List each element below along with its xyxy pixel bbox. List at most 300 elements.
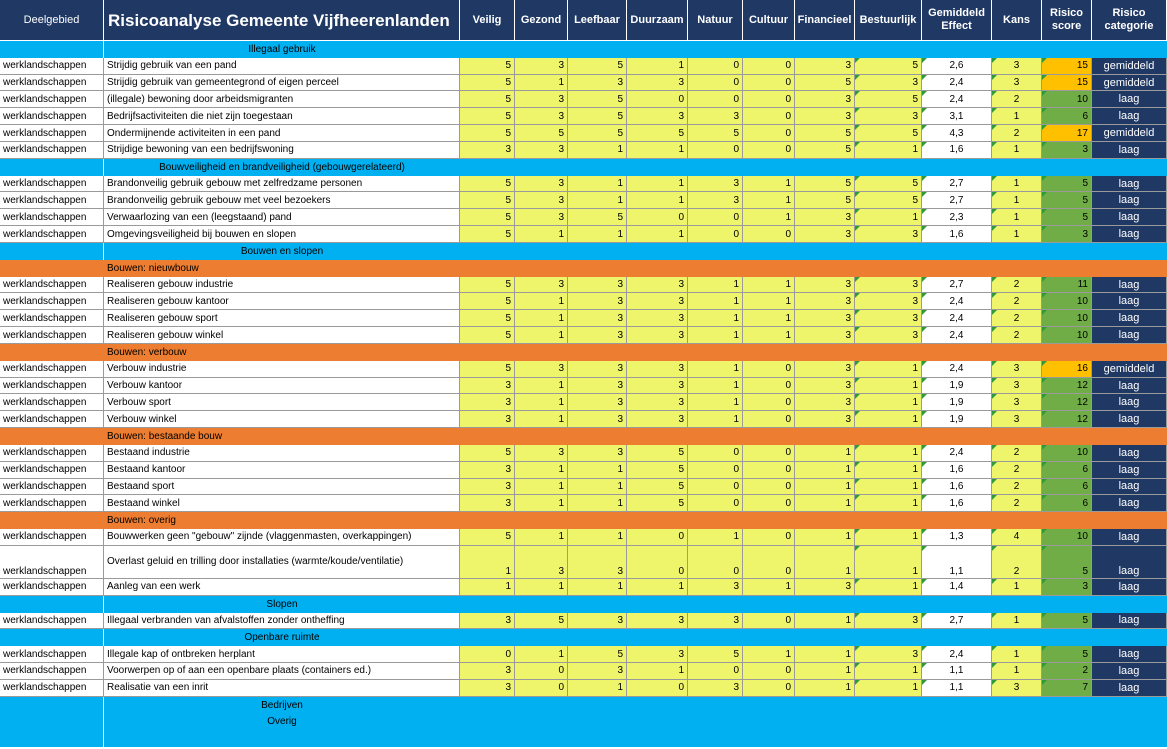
deelgebied-cell[interactable]: werklandschappen xyxy=(0,209,104,226)
natuur-cell[interactable]: 5 xyxy=(688,125,743,142)
bestuurlijk-cell[interactable]: 1 xyxy=(855,546,922,579)
veilig-cell[interactable]: 5 xyxy=(460,277,515,294)
risico-score-cell[interactable]: 5 xyxy=(1042,546,1092,579)
financieel-cell[interactable]: 5 xyxy=(795,75,855,92)
cultuur-cell[interactable]: 0 xyxy=(743,445,795,462)
gezond-cell[interactable]: 1 xyxy=(515,479,568,496)
gemiddeld-effect-cell[interactable]: 1,3 xyxy=(922,529,992,546)
kans-cell[interactable]: 1 xyxy=(992,613,1042,630)
leefbaar-cell[interactable]: 1 xyxy=(568,479,627,496)
gezond-cell[interactable]: 0 xyxy=(515,663,568,680)
risico-categorie-cell[interactable]: gemiddeld xyxy=(1092,58,1167,75)
gezond-cell[interactable]: 1 xyxy=(515,293,568,310)
duurzaam-cell[interactable]: 3 xyxy=(627,293,688,310)
activity-cell[interactable]: Bestaand industrie xyxy=(104,445,460,462)
risico-score-cell[interactable]: 5 xyxy=(1042,209,1092,226)
bestuurlijk-cell[interactable]: 1 xyxy=(855,411,922,428)
leefbaar-cell[interactable]: 3 xyxy=(568,310,627,327)
leefbaar-cell[interactable]: 3 xyxy=(568,613,627,630)
gezond-cell[interactable]: 1 xyxy=(515,394,568,411)
bestuurlijk-cell[interactable]: 1 xyxy=(855,495,922,512)
leefbaar-cell[interactable]: 3 xyxy=(568,394,627,411)
kans-cell[interactable]: 2 xyxy=(992,277,1042,294)
veilig-cell[interactable]: 5 xyxy=(460,327,515,344)
gezond-cell[interactable]: 1 xyxy=(515,378,568,395)
gemiddeld-effect-cell[interactable]: 2,4 xyxy=(922,293,992,310)
risico-score-cell[interactable]: 16 xyxy=(1042,361,1092,378)
leefbaar-cell[interactable]: 3 xyxy=(568,546,627,579)
leefbaar-cell[interactable]: 5 xyxy=(568,91,627,108)
cultuur-cell[interactable]: 1 xyxy=(743,209,795,226)
financieel-cell[interactable]: 1 xyxy=(795,479,855,496)
section-label[interactable] xyxy=(104,730,460,747)
bestuurlijk-cell[interactable]: 1 xyxy=(855,361,922,378)
bestuurlijk-cell[interactable]: 1 xyxy=(855,394,922,411)
veilig-cell[interactable]: 3 xyxy=(460,378,515,395)
veilig-cell[interactable]: 3 xyxy=(460,663,515,680)
deelgebied-cell[interactable]: werklandschappen xyxy=(0,579,104,596)
duurzaam-cell[interactable]: 5 xyxy=(627,495,688,512)
gemiddeld-effect-cell[interactable]: 1,9 xyxy=(922,394,992,411)
leefbaar-cell[interactable]: 3 xyxy=(568,411,627,428)
activity-cell[interactable]: Bestaand sport xyxy=(104,479,460,496)
financieel-cell[interactable]: 1 xyxy=(795,680,855,697)
bestuurlijk-cell[interactable]: 1 xyxy=(855,378,922,395)
risico-score-cell[interactable]: 10 xyxy=(1042,310,1092,327)
risico-score-cell[interactable]: 3 xyxy=(1042,226,1092,243)
bestuurlijk-cell[interactable]: 3 xyxy=(855,293,922,310)
bestuurlijk-cell[interactable]: 1 xyxy=(855,579,922,596)
activity-cell[interactable]: Bestaand kantoor xyxy=(104,462,460,479)
bestuurlijk-cell[interactable]: 1 xyxy=(855,142,922,159)
kans-cell[interactable]: 1 xyxy=(992,142,1042,159)
gezond-cell[interactable]: 1 xyxy=(515,327,568,344)
duurzaam-cell[interactable]: 1 xyxy=(627,192,688,209)
kans-cell[interactable]: 2 xyxy=(992,310,1042,327)
financieel-cell[interactable]: 1 xyxy=(795,462,855,479)
kans-cell[interactable]: 3 xyxy=(992,378,1042,395)
financieel-cell[interactable]: 3 xyxy=(795,108,855,125)
veilig-cell[interactable]: 5 xyxy=(460,176,515,193)
activity-cell[interactable]: Realiseren gebouw industrie xyxy=(104,277,460,294)
risico-categorie-cell[interactable]: laag xyxy=(1092,411,1167,428)
natuur-cell[interactable]: 1 xyxy=(688,277,743,294)
veilig-cell[interactable]: 1 xyxy=(460,579,515,596)
financieel-cell[interactable]: 3 xyxy=(795,361,855,378)
deelgebied-cell[interactable]: werklandschappen xyxy=(0,646,104,663)
bestuurlijk-cell[interactable]: 3 xyxy=(855,226,922,243)
cultuur-cell[interactable]: 0 xyxy=(743,378,795,395)
risico-score-cell[interactable]: 10 xyxy=(1042,529,1092,546)
financieel-cell[interactable]: 3 xyxy=(795,91,855,108)
veilig-cell[interactable]: 3 xyxy=(460,462,515,479)
activity-cell[interactable]: Realisatie van een inrit xyxy=(104,680,460,697)
cultuur-cell[interactable]: 0 xyxy=(743,226,795,243)
risico-categorie-cell[interactable]: laag xyxy=(1092,310,1167,327)
natuur-cell[interactable]: 0 xyxy=(688,58,743,75)
gemiddeld-effect-cell[interactable]: 2,4 xyxy=(922,310,992,327)
natuur-cell[interactable]: 3 xyxy=(688,108,743,125)
bestuurlijk-cell[interactable]: 1 xyxy=(855,445,922,462)
gemiddeld-effect-cell[interactable]: 2,4 xyxy=(922,91,992,108)
financieel-cell[interactable]: 3 xyxy=(795,327,855,344)
leefbaar-cell[interactable]: 5 xyxy=(568,125,627,142)
kans-cell[interactable]: 1 xyxy=(992,108,1042,125)
deelgebied-cell[interactable]: werklandschappen xyxy=(0,108,104,125)
natuur-cell[interactable]: 3 xyxy=(688,680,743,697)
bestuurlijk-cell[interactable]: 1 xyxy=(855,462,922,479)
financieel-cell[interactable]: 3 xyxy=(795,411,855,428)
kans-cell[interactable]: 1 xyxy=(992,209,1042,226)
natuur-cell[interactable]: 3 xyxy=(688,579,743,596)
gezond-cell[interactable]: 3 xyxy=(515,91,568,108)
deelgebied-cell[interactable]: werklandschappen xyxy=(0,529,104,546)
risico-categorie-cell[interactable]: laag xyxy=(1092,192,1167,209)
cultuur-cell[interactable]: 0 xyxy=(743,479,795,496)
deelgebied-cell[interactable]: werklandschappen xyxy=(0,327,104,344)
bestuurlijk-cell[interactable]: 1 xyxy=(855,663,922,680)
gezond-cell[interactable]: 1 xyxy=(515,310,568,327)
cultuur-cell[interactable]: 0 xyxy=(743,663,795,680)
duurzaam-cell[interactable]: 0 xyxy=(627,209,688,226)
kans-cell[interactable]: 2 xyxy=(992,479,1042,496)
risico-score-cell[interactable]: 5 xyxy=(1042,646,1092,663)
risico-categorie-cell[interactable]: laag xyxy=(1092,327,1167,344)
cultuur-cell[interactable]: 0 xyxy=(743,462,795,479)
cultuur-cell[interactable]: 0 xyxy=(743,361,795,378)
gezond-cell[interactable]: 3 xyxy=(515,58,568,75)
gezond-cell[interactable]: 5 xyxy=(515,125,568,142)
duurzaam-cell[interactable]: 0 xyxy=(627,91,688,108)
kans-cell[interactable]: 2 xyxy=(992,445,1042,462)
column-header-risico-score[interactable]: Risico score xyxy=(1042,0,1092,40)
gemiddeld-effect-cell[interactable]: 2,7 xyxy=(922,192,992,209)
kans-cell[interactable]: 1 xyxy=(992,226,1042,243)
veilig-cell[interactable]: 5 xyxy=(460,310,515,327)
duurzaam-cell[interactable]: 3 xyxy=(627,108,688,125)
kans-cell[interactable]: 3 xyxy=(992,411,1042,428)
column-header-financieel[interactable]: Financieel xyxy=(795,0,855,40)
kans-cell[interactable]: 2 xyxy=(992,91,1042,108)
veilig-cell[interactable]: 5 xyxy=(460,529,515,546)
bestuurlijk-cell[interactable]: 1 xyxy=(855,529,922,546)
gezond-cell[interactable]: 1 xyxy=(515,75,568,92)
bestuurlijk-cell[interactable]: 3 xyxy=(855,108,922,125)
gezond-cell[interactable]: 1 xyxy=(515,226,568,243)
cultuur-cell[interactable]: 0 xyxy=(743,108,795,125)
duurzaam-cell[interactable]: 0 xyxy=(627,529,688,546)
risico-categorie-cell[interactable]: laag xyxy=(1092,209,1167,226)
section-label[interactable]: Bouwen: nieuwbouw xyxy=(107,262,199,274)
bestuurlijk-cell[interactable]: 5 xyxy=(855,125,922,142)
kans-cell[interactable]: 3 xyxy=(992,58,1042,75)
risico-score-cell[interactable]: 12 xyxy=(1042,378,1092,395)
kans-cell[interactable]: 2 xyxy=(992,293,1042,310)
gezond-cell[interactable]: 3 xyxy=(515,108,568,125)
column-header-deelgebied[interactable]: Deelgebied xyxy=(0,0,104,40)
cultuur-cell[interactable]: 0 xyxy=(743,411,795,428)
deelgebied-cell[interactable]: werklandschappen xyxy=(0,75,104,92)
financieel-cell[interactable]: 3 xyxy=(795,277,855,294)
deelgebied-cell[interactable]: werklandschappen xyxy=(0,378,104,395)
leefbaar-cell[interactable]: 1 xyxy=(568,462,627,479)
gemiddeld-effect-cell[interactable]: 2,4 xyxy=(922,75,992,92)
bestuurlijk-cell[interactable]: 5 xyxy=(855,176,922,193)
natuur-cell[interactable]: 0 xyxy=(688,209,743,226)
risico-categorie-cell[interactable]: gemiddeld xyxy=(1092,361,1167,378)
gezond-cell[interactable]: 5 xyxy=(515,613,568,630)
gemiddeld-effect-cell[interactable]: 2,7 xyxy=(922,613,992,630)
activity-cell[interactable]: Illegaal verbranden van afvalstoffen zonder ontheffing xyxy=(104,613,460,630)
gemiddeld-effect-cell[interactable]: 2,7 xyxy=(922,176,992,193)
gezond-cell[interactable]: 3 xyxy=(515,445,568,462)
kans-cell[interactable]: 1 xyxy=(992,579,1042,596)
financieel-cell[interactable]: 1 xyxy=(795,663,855,680)
kans-cell[interactable]: 3 xyxy=(992,75,1042,92)
natuur-cell[interactable]: 0 xyxy=(688,663,743,680)
kans-cell[interactable]: 3 xyxy=(992,394,1042,411)
financieel-cell[interactable]: 1 xyxy=(795,613,855,630)
veilig-cell[interactable]: 3 xyxy=(460,142,515,159)
risico-score-cell[interactable]: 5 xyxy=(1042,613,1092,630)
natuur-cell[interactable]: 3 xyxy=(688,613,743,630)
risico-score-cell[interactable]: 11 xyxy=(1042,277,1092,294)
kans-cell[interactable]: 3 xyxy=(992,680,1042,697)
cultuur-cell[interactable]: 1 xyxy=(743,192,795,209)
cultuur-cell[interactable]: 0 xyxy=(743,495,795,512)
cultuur-cell[interactable]: 0 xyxy=(743,613,795,630)
deelgebied-cell[interactable]: werklandschappen xyxy=(0,361,104,378)
bestuurlijk-cell[interactable]: 3 xyxy=(855,277,922,294)
veilig-cell[interactable]: 3 xyxy=(460,495,515,512)
gemiddeld-effect-cell[interactable]: 1,6 xyxy=(922,495,992,512)
duurzaam-cell[interactable]: 1 xyxy=(627,176,688,193)
deelgebied-cell[interactable]: werklandschappen xyxy=(0,310,104,327)
cultuur-cell[interactable]: 1 xyxy=(743,579,795,596)
section-label[interactable]: Slopen xyxy=(104,596,460,613)
gemiddeld-effect-cell[interactable]: 2,7 xyxy=(922,277,992,294)
financieel-cell[interactable]: 5 xyxy=(795,176,855,193)
section-area-cell[interactable] xyxy=(0,714,104,731)
deelgebied-cell[interactable]: werklandschappen xyxy=(0,462,104,479)
duurzaam-cell[interactable]: 3 xyxy=(627,277,688,294)
leefbaar-cell[interactable]: 5 xyxy=(568,646,627,663)
veilig-cell[interactable]: 5 xyxy=(460,192,515,209)
section-label[interactable]: Bouwen en slopen xyxy=(104,243,460,260)
deelgebied-cell[interactable]: werklandschappen xyxy=(0,91,104,108)
risico-score-cell[interactable]: 10 xyxy=(1042,445,1092,462)
risico-categorie-cell[interactable]: laag xyxy=(1092,378,1167,395)
natuur-cell[interactable]: 3 xyxy=(688,192,743,209)
gezond-cell[interactable]: 3 xyxy=(515,209,568,226)
deelgebied-cell[interactable]: werklandschappen xyxy=(0,479,104,496)
risico-categorie-cell[interactable]: gemiddeld xyxy=(1092,125,1167,142)
risico-score-cell[interactable]: 6 xyxy=(1042,462,1092,479)
leefbaar-cell[interactable]: 1 xyxy=(568,495,627,512)
column-header-risico-categorie[interactable]: Risico categorie xyxy=(1092,0,1167,40)
activity-cell[interactable]: Voorwerpen op of aan een openbare plaats (containers ed.) xyxy=(104,663,460,680)
risico-categorie-cell[interactable]: laag xyxy=(1092,579,1167,596)
section-label[interactable]: Openbare ruimte xyxy=(104,629,460,646)
risico-score-cell[interactable]: 10 xyxy=(1042,293,1092,310)
activity-cell[interactable]: Realiseren gebouw kantoor xyxy=(104,293,460,310)
risico-categorie-cell[interactable]: laag xyxy=(1092,293,1167,310)
natuur-cell[interactable]: 0 xyxy=(688,226,743,243)
activity-cell[interactable]: Verbouw kantoor xyxy=(104,378,460,395)
sheet-title[interactable]: Risicoanalyse Gemeente Vijfheerenlanden xyxy=(104,0,460,40)
cultuur-cell[interactable]: 0 xyxy=(743,546,795,579)
leefbaar-cell[interactable]: 1 xyxy=(568,142,627,159)
gezond-cell[interactable]: 1 xyxy=(515,646,568,663)
risico-score-cell[interactable]: 5 xyxy=(1042,192,1092,209)
gemiddeld-effect-cell[interactable]: 1,9 xyxy=(922,411,992,428)
duurzaam-cell[interactable]: 5 xyxy=(627,125,688,142)
leefbaar-cell[interactable]: 3 xyxy=(568,277,627,294)
financieel-cell[interactable]: 3 xyxy=(795,58,855,75)
financieel-cell[interactable]: 1 xyxy=(795,646,855,663)
leefbaar-cell[interactable]: 1 xyxy=(568,529,627,546)
risico-categorie-cell[interactable]: laag xyxy=(1092,663,1167,680)
financieel-cell[interactable]: 1 xyxy=(795,529,855,546)
activity-cell[interactable]: Realiseren gebouw sport xyxy=(104,310,460,327)
gemiddeld-effect-cell[interactable]: 1,6 xyxy=(922,479,992,496)
leefbaar-cell[interactable]: 5 xyxy=(568,209,627,226)
bestuurlijk-cell[interactable]: 3 xyxy=(855,613,922,630)
bestuurlijk-cell[interactable]: 5 xyxy=(855,91,922,108)
activity-cell[interactable]: Illegale kap of ontbreken herplant xyxy=(104,646,460,663)
veilig-cell[interactable]: 0 xyxy=(460,646,515,663)
duurzaam-cell[interactable]: 1 xyxy=(627,226,688,243)
duurzaam-cell[interactable]: 1 xyxy=(627,142,688,159)
duurzaam-cell[interactable]: 3 xyxy=(627,75,688,92)
gemiddeld-effect-cell[interactable]: 2,6 xyxy=(922,58,992,75)
leefbaar-cell[interactable]: 3 xyxy=(568,445,627,462)
risico-categorie-cell[interactable]: laag xyxy=(1092,462,1167,479)
duurzaam-cell[interactable]: 0 xyxy=(627,680,688,697)
section-label[interactable]: Bedrijven xyxy=(104,697,460,714)
kans-cell[interactable]: 1 xyxy=(992,176,1042,193)
natuur-cell[interactable]: 1 xyxy=(688,327,743,344)
duurzaam-cell[interactable]: 3 xyxy=(627,394,688,411)
leefbaar-cell[interactable]: 5 xyxy=(568,108,627,125)
risico-score-cell[interactable]: 3 xyxy=(1042,579,1092,596)
activity-cell[interactable]: (illegale) bewoning door arbeidsmigranten xyxy=(104,91,460,108)
risico-score-cell[interactable]: 17 xyxy=(1042,125,1092,142)
cultuur-cell[interactable]: 0 xyxy=(743,529,795,546)
deelgebied-cell[interactable]: werklandschappen xyxy=(0,176,104,193)
risico-score-cell[interactable]: 12 xyxy=(1042,411,1092,428)
veilig-cell[interactable]: 3 xyxy=(460,680,515,697)
veilig-cell[interactable]: 1 xyxy=(460,546,515,579)
leefbaar-cell[interactable]: 1 xyxy=(568,680,627,697)
activity-cell[interactable]: Bestaand winkel xyxy=(104,495,460,512)
kans-cell[interactable]: 1 xyxy=(992,646,1042,663)
cultuur-cell[interactable]: 0 xyxy=(743,680,795,697)
activity-cell[interactable]: Verbouw sport xyxy=(104,394,460,411)
risico-score-cell[interactable]: 7 xyxy=(1042,680,1092,697)
activity-cell[interactable]: Aanleg van een werk xyxy=(104,579,460,596)
veilig-cell[interactable]: 3 xyxy=(460,394,515,411)
leefbaar-cell[interactable]: 3 xyxy=(568,75,627,92)
gemiddeld-effect-cell[interactable]: 1,6 xyxy=(922,226,992,243)
risico-score-cell[interactable]: 5 xyxy=(1042,176,1092,193)
gemiddeld-effect-cell[interactable]: 1,1 xyxy=(922,680,992,697)
gemiddeld-effect-cell[interactable]: 3,1 xyxy=(922,108,992,125)
gezond-cell[interactable]: 1 xyxy=(515,411,568,428)
financieel-cell[interactable]: 3 xyxy=(795,209,855,226)
activity-cell[interactable]: Strijdig gebruik van een pand xyxy=(104,58,460,75)
deelgebied-cell[interactable]: werklandschappen xyxy=(0,495,104,512)
natuur-cell[interactable]: 0 xyxy=(688,479,743,496)
column-header-veilig[interactable]: Veilig xyxy=(460,0,515,40)
veilig-cell[interactable]: 5 xyxy=(460,108,515,125)
veilig-cell[interactable]: 5 xyxy=(460,75,515,92)
risico-score-cell[interactable]: 10 xyxy=(1042,327,1092,344)
activity-cell[interactable]: Bedrijfsactiviteiten die niet zijn toegestaan xyxy=(104,108,460,125)
section-label[interactable]: Overig xyxy=(104,714,460,731)
activity-cell[interactable]: Realiseren gebouw winkel xyxy=(104,327,460,344)
risico-categorie-cell[interactable]: gemiddeld xyxy=(1092,75,1167,92)
veilig-cell[interactable]: 5 xyxy=(460,125,515,142)
activity-cell[interactable]: Overlast geluid en trilling door installaties (warmte/koude/ventilatie) xyxy=(104,546,460,579)
risico-score-cell[interactable]: 10 xyxy=(1042,91,1092,108)
column-header-gemiddeld-effect[interactable]: Gemiddeld Effect xyxy=(922,0,992,40)
natuur-cell[interactable]: 0 xyxy=(688,75,743,92)
gezond-cell[interactable]: 1 xyxy=(515,529,568,546)
gezond-cell[interactable]: 3 xyxy=(515,192,568,209)
veilig-cell[interactable]: 5 xyxy=(460,293,515,310)
natuur-cell[interactable]: 0 xyxy=(688,91,743,108)
risico-categorie-cell[interactable]: laag xyxy=(1092,226,1167,243)
duurzaam-cell[interactable]: 1 xyxy=(627,58,688,75)
leefbaar-cell[interactable]: 3 xyxy=(568,378,627,395)
gezond-cell[interactable]: 3 xyxy=(515,176,568,193)
financieel-cell[interactable]: 3 xyxy=(795,378,855,395)
risico-categorie-cell[interactable]: laag xyxy=(1092,176,1167,193)
section-label[interactable]: Illegaal gebruik xyxy=(104,41,460,58)
natuur-cell[interactable]: 1 xyxy=(688,361,743,378)
section-label[interactable]: Bouwen: bestaande bouw xyxy=(107,430,223,442)
kans-cell[interactable]: 1 xyxy=(992,663,1042,680)
kans-cell[interactable]: 4 xyxy=(992,529,1042,546)
duurzaam-cell[interactable]: 1 xyxy=(627,663,688,680)
risico-categorie-cell[interactable]: laag xyxy=(1092,680,1167,697)
activity-cell[interactable]: Ondermijnende activiteiten in een pand xyxy=(104,125,460,142)
kans-cell[interactable]: 1 xyxy=(992,192,1042,209)
veilig-cell[interactable]: 5 xyxy=(460,445,515,462)
gemiddeld-effect-cell[interactable]: 2,4 xyxy=(922,445,992,462)
risico-categorie-cell[interactable]: laag xyxy=(1092,546,1167,579)
gemiddeld-effect-cell[interactable]: 1,9 xyxy=(922,378,992,395)
gemiddeld-effect-cell[interactable]: 4,3 xyxy=(922,125,992,142)
section-area-cell[interactable] xyxy=(0,243,104,260)
activity-cell[interactable]: Omgevingsveiligheid bij bouwen en slopen xyxy=(104,226,460,243)
activity-cell[interactable]: Brandonveilig gebruik gebouw met veel bezoekers xyxy=(104,192,460,209)
cultuur-cell[interactable]: 0 xyxy=(743,142,795,159)
natuur-cell[interactable]: 0 xyxy=(688,462,743,479)
leefbaar-cell[interactable]: 3 xyxy=(568,293,627,310)
section-area-cell[interactable] xyxy=(0,596,104,613)
gemiddeld-effect-cell[interactable]: 1,4 xyxy=(922,579,992,596)
gemiddeld-effect-cell[interactable]: 2,4 xyxy=(922,646,992,663)
duurzaam-cell[interactable]: 3 xyxy=(627,613,688,630)
veilig-cell[interactable]: 3 xyxy=(460,613,515,630)
kans-cell[interactable]: 2 xyxy=(992,495,1042,512)
risico-score-cell[interactable]: 6 xyxy=(1042,479,1092,496)
risico-categorie-cell[interactable]: laag xyxy=(1092,613,1167,630)
bestuurlijk-cell[interactable]: 3 xyxy=(855,310,922,327)
gemiddeld-effect-cell[interactable]: 2,3 xyxy=(922,209,992,226)
